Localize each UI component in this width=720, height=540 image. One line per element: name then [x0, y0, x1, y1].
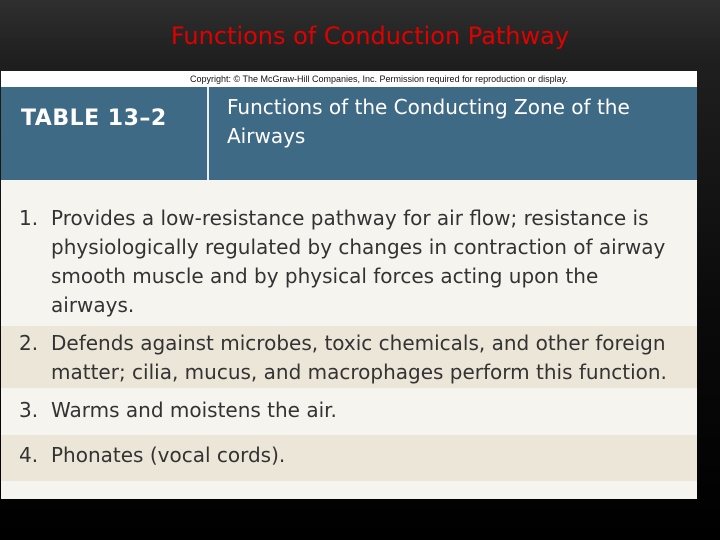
- table-row: [1, 388, 697, 435]
- row-number: 4.: [19, 443, 39, 467]
- slide-title: Functions of Conduction Pathway: [170, 22, 570, 50]
- table-figure: [1, 71, 697, 499]
- table-header: [1, 87, 697, 180]
- row-text: Warms and moistens the air.: [51, 398, 337, 422]
- copyright-notice: Copyright: © The McGraw-Hill Companies, Inc. Permission required for reproduction or display.: [1, 71, 697, 87]
- row-text: Phonates (vocal cords).: [51, 443, 286, 467]
- table-body: [1, 184, 697, 481]
- table-number: TABLE 13–2: [1, 87, 207, 180]
- row-text: Defends against microbes, toxic chemicals, and other foreign matter; cilia, mucus, and macrophages perform this function.: [51, 331, 667, 384]
- row-number: 3.: [19, 398, 39, 422]
- table-title: Functions of the Conducting Zone of the Airways: [209, 87, 697, 180]
- row-text: Provides a low-resistance pathway for air flow; resistance is physiologically regulated by changes in contraction of airway smooth muscle and by physical forces acting upon the airways.: [51, 206, 666, 317]
- table-row: [1, 326, 697, 388]
- table-row: [1, 184, 697, 326]
- row-number: 2.: [19, 331, 39, 355]
- row-number: 1.: [19, 206, 39, 230]
- table-row: [1, 435, 697, 481]
